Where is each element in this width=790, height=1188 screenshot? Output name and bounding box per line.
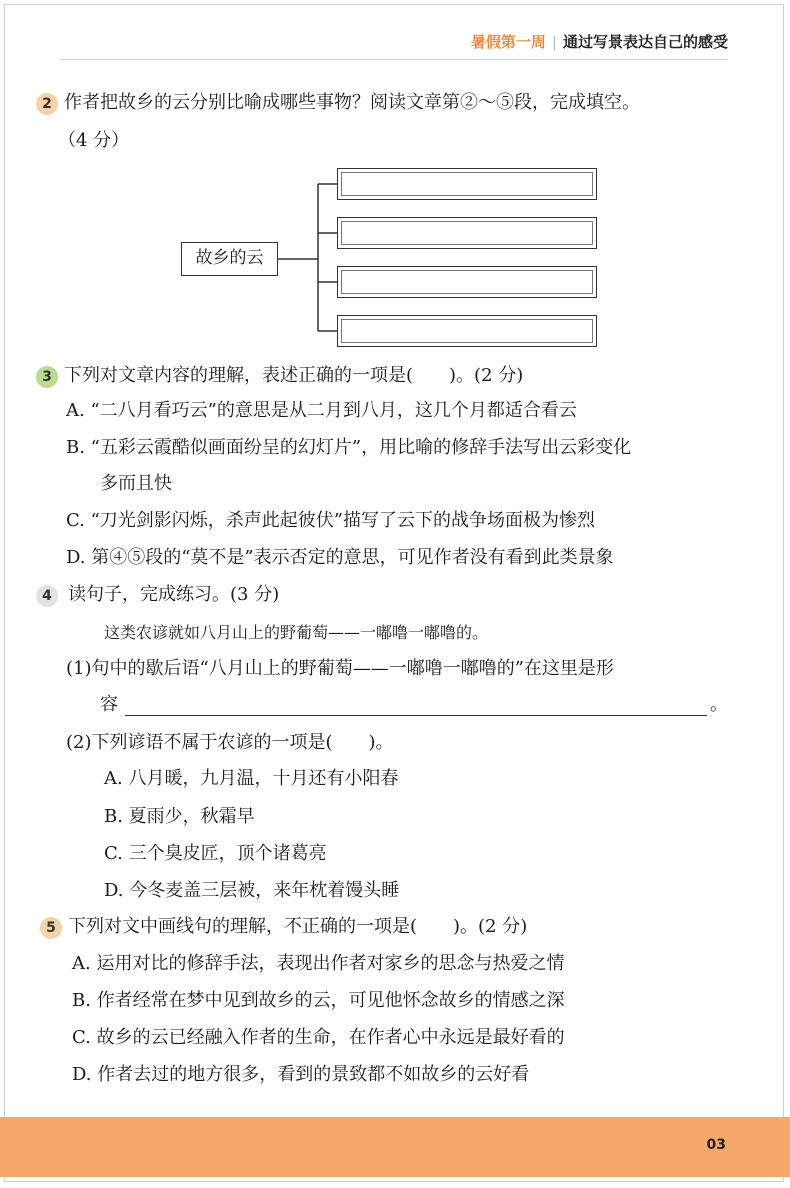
- answer-box-2[interactable]: [337, 217, 597, 249]
- question-3-text: 下列对文章内容的理解，表述正确的一项是( )。(2 分): [64, 365, 524, 386]
- question-3-option-b: B. “五彩云霞酷似画面纷呈的幻灯片”，用比喻的修辞手法写出云彩变化: [66, 437, 632, 458]
- answer-box-3[interactable]: [337, 266, 597, 298]
- question-4-option-b: B. 夏雨少，秋霜早: [104, 806, 255, 827]
- question-3-option-c: C. “刀光剑影闪烁，杀声此起彼伏”描写了云下的战争场面极为惨烈: [66, 510, 595, 531]
- question-5-option-b: B. 作者经常在梦中见到故乡的云，可见他怀念故乡的情感之深: [72, 990, 565, 1011]
- question-4-number: 4: [36, 585, 58, 607]
- question-5-option-d: D. 作者去过的地方很多，看到的景致都不如故乡的云好看: [72, 1064, 530, 1085]
- question-3-option-b-cont: 多而且快: [100, 473, 172, 494]
- question-4-quote: 这类农谚就如八月山上的野葡萄——一嘟噜一嘟噜的。: [104, 623, 489, 642]
- question-4-option-a: A. 八月暖，九月温，十月还有小阳春: [104, 768, 399, 789]
- page-footer: [0, 1117, 790, 1177]
- question-3-option-d: D. 第④⑤段的“莫不是”表示否定的意思，可见作者没有看到此类景象: [66, 547, 614, 568]
- question-3-option-a: A. “二八月看巧云”的意思是从二月到八月，这几个月都适合看云: [66, 400, 577, 421]
- question-4-sub1-line2: 容: [100, 694, 118, 715]
- question-4-sub1-end: 。: [710, 694, 728, 715]
- page-number: 03: [706, 1137, 726, 1153]
- question-4-answer-line[interactable]: [125, 715, 707, 716]
- question-5-number: 5: [40, 917, 62, 939]
- question-2-score: （4 分）: [58, 130, 130, 151]
- question-5-option-c: C. 故乡的云已经融入作者的生命，在作者心中永远是最好看的: [72, 1027, 565, 1048]
- question-4-sub1-line1: (1)句中的歇后语“八月山上的野葡萄——一嘟噜一嘟噜的”在这里是形: [66, 658, 614, 679]
- question-5-option-a: A. 运用对比的修辞手法，表现出作者对家乡的思念与热爱之情: [72, 953, 565, 974]
- question-4-text: 读句子，完成练习。(3 分): [68, 584, 280, 605]
- diagram-root-box: 故乡的云: [181, 242, 278, 276]
- question-2-number: 2: [36, 93, 58, 115]
- header-title: 通过写景表达自己的感受: [562, 33, 728, 51]
- question-4-sub2: (2)下列谚语不属于农谚的一项是( )。: [66, 732, 394, 753]
- header-separator: |: [551, 33, 557, 51]
- question-4-option-c: C. 三个臭皮匠，顶个诸葛亮: [104, 843, 327, 864]
- question-3-number: 3: [36, 366, 58, 388]
- header-week: 暑假第一周: [470, 33, 546, 51]
- question-5-text: 下列对文中画线句的理解，不正确的一项是( )。(2 分): [68, 916, 528, 937]
- question-2-text: 作者把故乡的云分别比喻成哪些事物？阅读文章第②～⑤段，完成填空。: [64, 92, 640, 113]
- question-4-option-d: D. 今冬麦盖三层被，来年枕着馒头睡: [104, 880, 400, 901]
- answer-box-4[interactable]: [337, 315, 597, 347]
- answer-box-1[interactable]: [337, 168, 597, 200]
